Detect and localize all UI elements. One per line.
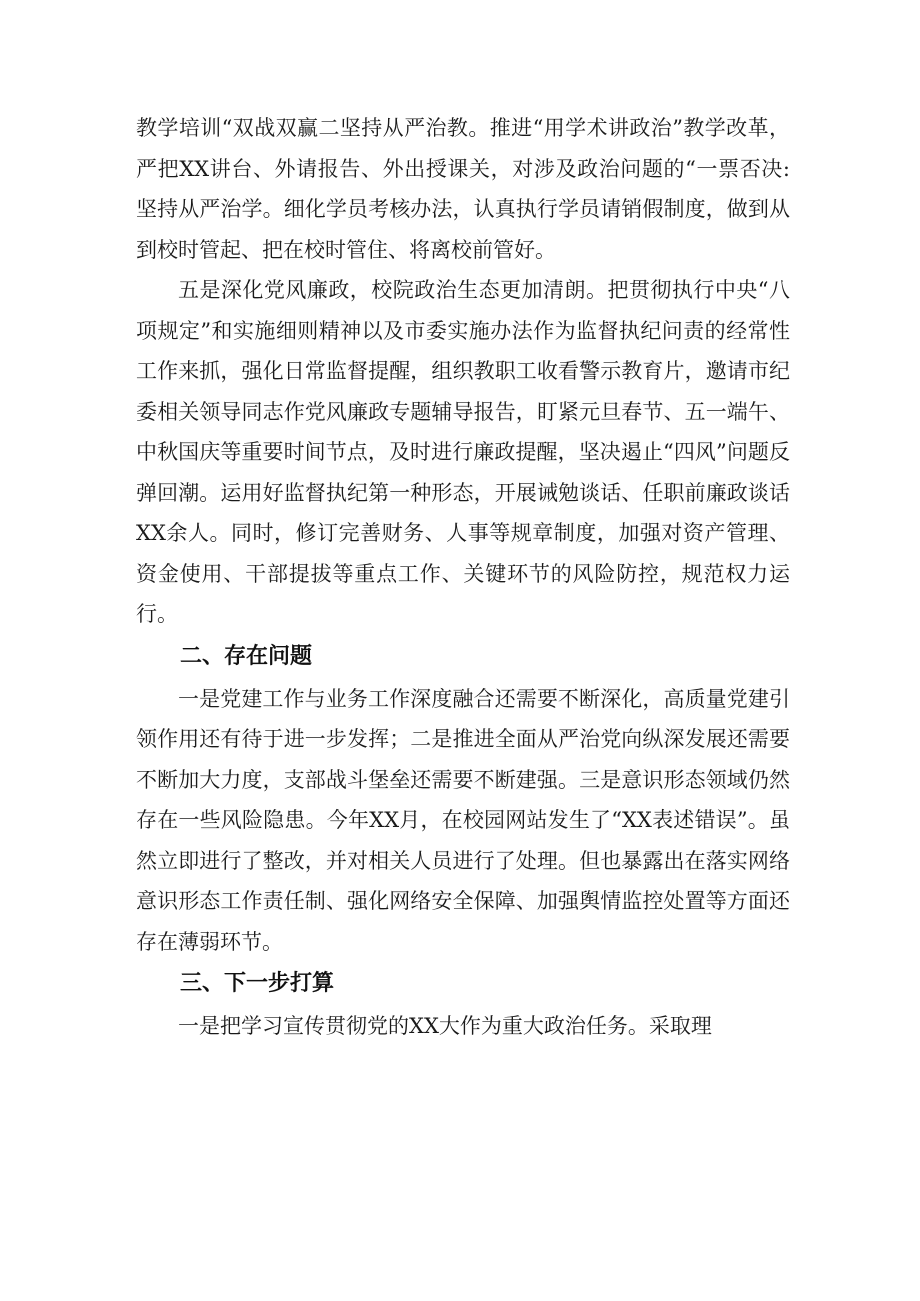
paragraph-next-steps: 一是把学习宣传贯彻党的XX大作为重大政治任务。采取理 xyxy=(178,1014,712,1038)
section-heading-existing-problems: 二、存在问题 xyxy=(180,643,313,669)
paragraph-party-conduct: 五是深化党风廉政，校院政治生态更加清朗。把贯彻执行中央“八项规定”和实施细则精神以及市委实施办法作为监督执纪问责的经常性工作来抓，强化日常监督提醒，组织教职工收看警示教育片，邀请市纪委相关领导同志作党风廉政专题辅导报告，盯紧元旦春节、五一端午、中秋国庆等重要时间节点，及时进行廉政提醒，坚决遏止“四风”问题反弹回潮。运用好监督执纪第一种形态，开展诫勉谈话、任职前廉政谈话XX余人。同时，修订完善财务、人事等规章制度，加强对资产管理、资金使用、干部提拔等重点工作、关键环节的风险防控，规范权力运行。 xyxy=(136,278,790,626)
paragraph-problems: 一是党建工作与业务工作深度融合还需要不断深化，高质量党建引领作用还有待于进一步发挥；二是推进全面从严治党向纵深发展还需要不断加大力度，支部战斗堡垒还需要不断建强。三是意识形态领域仍然存在一些风险隐患。今年XX月，在校园网站发生了“XX表述错误”。虽然立即进行了整改，并对相关人员进行了处理。但也暴露出在落实网络意识形态工作责任制、强化网络安全保障、加强舆情监控处置等方面还存在薄弱环节。 xyxy=(136,686,790,954)
paragraph-teaching-discipline: 教学培训“双战双赢二坚持从严治教。推进“用学术讲政治”教学改革，严把XX讲台、外请报告、外出授课关，对涉及政治问题的“一票否决:坚持从严治学。细化学员考核办法，认真执行学员请销假制度，做到从到校时管起、把在校时管住、将离校前管好。 xyxy=(136,116,790,262)
section-heading-next-steps: 三、下一步打算 xyxy=(180,971,335,996)
document-body xyxy=(136,108,790,1047)
